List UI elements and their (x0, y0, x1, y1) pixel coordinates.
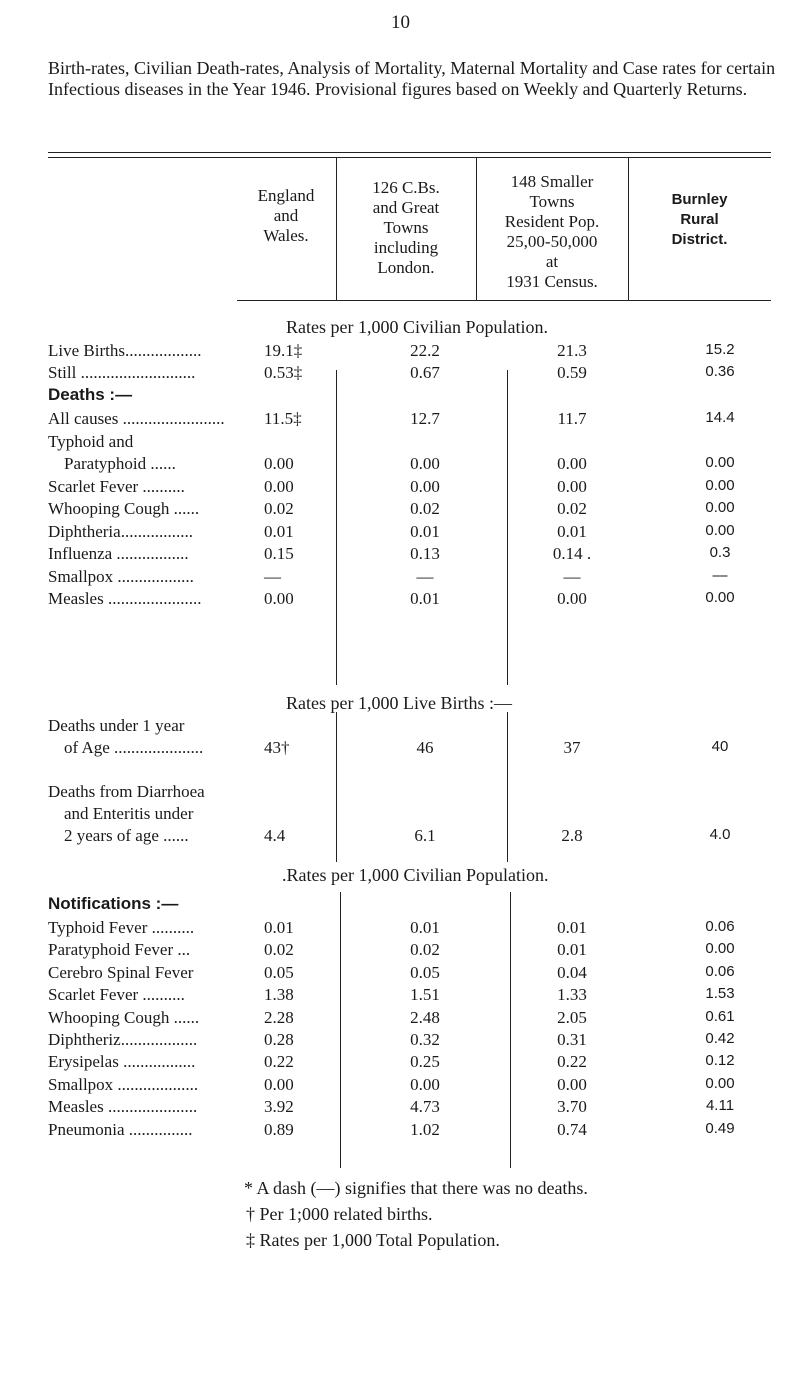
table-row (0, 716, 801, 738)
row-value: 0.01 (557, 918, 587, 937)
row-label: Paratyphoid Fever ... (48, 940, 191, 960)
row-value: 2.48 (410, 1007, 440, 1027)
table-row (0, 363, 801, 385)
row-value: 0.00 (705, 1074, 735, 1092)
row-value: 0.06 (705, 918, 735, 935)
page-number: 10 (391, 12, 410, 33)
header-line: 148 Smaller (510, 172, 594, 191)
row-value: 0.01 (557, 940, 587, 960)
row-label: Smallpox ................... (48, 1074, 199, 1094)
row-value: 0.02 (557, 499, 587, 518)
table-row (0, 522, 801, 544)
row-value: 21.3 (557, 341, 587, 360)
row-value: 0.00 (410, 454, 440, 473)
row-value: 15.2 (705, 341, 735, 358)
section-live-birth-rates: Rates per 1,000 Live Births :— (286, 693, 512, 713)
row-value: 0.01 (410, 918, 440, 937)
table-row (0, 477, 801, 499)
row-value: 0.01 (410, 521, 440, 541)
row-value: 4.73 (410, 1097, 440, 1117)
header-great-towns (336, 178, 476, 278)
header-line: and Great (372, 198, 440, 217)
row-value: 1.53 (705, 985, 735, 1003)
row-label: Paratyphoid ...... (64, 454, 176, 473)
row-label: Pneumonia ............... (48, 1119, 193, 1139)
section-notification-rates: .Rates per 1,000 Civilian Population. (282, 865, 549, 885)
table-row (0, 1052, 801, 1074)
row-value: 0.32 (410, 1030, 440, 1049)
row-value: 11.7 (557, 409, 587, 428)
table-row (0, 1075, 801, 1097)
row-label: Typhoid and (48, 431, 134, 451)
header-line: 126 C.Bs. (372, 178, 440, 197)
header-line: 25,00-50,000 (506, 232, 598, 251)
table-row (0, 567, 801, 589)
row-value: 1.33 (557, 985, 587, 1005)
row-value: 0.00 (264, 589, 294, 608)
row-value: 14.4 (705, 409, 735, 426)
row-value: 22.2 (410, 341, 440, 360)
row-value: 2.28 (264, 1007, 294, 1027)
header-line: Towns (529, 192, 575, 211)
row-value: 11.5‡ (264, 409, 302, 428)
table-row (0, 409, 801, 431)
row-value: 0.49 (705, 1119, 735, 1137)
table-row (0, 454, 801, 476)
table-row (0, 432, 801, 454)
row-value: 2.05 (557, 1007, 587, 1027)
table-row (0, 1120, 801, 1142)
row-label: Still ........................... (48, 363, 196, 382)
row-value: 3.92 (264, 1097, 294, 1117)
row-label: Scarlet Fever .......... (48, 985, 185, 1005)
table-row (0, 940, 801, 962)
header-england-wales (236, 186, 336, 246)
row-value: — (563, 566, 581, 586)
row-label: Cerebro Spinal Fever (48, 962, 194, 982)
section-civilian-rates: Rates per 1,000 Civilian Population. (286, 317, 548, 337)
header-line: 1931 Census. (506, 272, 598, 291)
header-rule (237, 300, 771, 301)
table-row (0, 1030, 801, 1052)
row-value: 0.00 (705, 521, 735, 539)
header-line: England (257, 186, 315, 205)
row-value: 0.00 (705, 454, 735, 471)
row-value: 0.00 (705, 499, 735, 516)
row-label: 2 years of age ...... (64, 826, 189, 845)
header-line: including (373, 238, 439, 257)
footnote-double-dagger: ‡ Rates per 1,000 Total Population. (246, 1230, 500, 1250)
row-value: 0.00 (264, 1074, 294, 1094)
row-value: 43† (264, 738, 290, 757)
row-value: 4.11 (705, 1097, 735, 1115)
row-value: 0.00 (705, 476, 735, 494)
header-line: Towns (383, 218, 429, 237)
row-value: 0.15 (264, 544, 294, 563)
table-row (0, 499, 801, 521)
row-value: 0.3 (709, 544, 731, 561)
row-value: 0.14 . (552, 544, 592, 563)
row-value: 0.04 (557, 962, 587, 982)
row-value: 0.74 (557, 1119, 587, 1139)
row-value: 19.1‡ (264, 341, 303, 360)
row-value: — (712, 566, 728, 584)
row-label: Diphtheriz.................. (48, 1030, 198, 1049)
footnote-dash: * A dash (—) signifies that there was no deaths. (244, 1178, 588, 1198)
header-line: Rural (680, 211, 719, 228)
row-value: 0.67 (410, 363, 440, 382)
row-label: Diphtheria................. (48, 521, 193, 541)
row-value: 0.00 (557, 454, 587, 473)
row-value: 0.02 (410, 499, 440, 518)
row-value: 1.02 (410, 1119, 440, 1139)
header-burnley-rural (628, 190, 771, 250)
intro-text: Birth-rates, Civilian Death-rates, Analysis of Mortality, Maternal Mortality and Case rates for certain Infectious diseases in the Year 1946. Provisional figures based on Weekly and Quarterly Returns. (48, 58, 776, 99)
row-value: 0.61 (705, 1007, 735, 1025)
row-value: 0.00 (557, 589, 587, 608)
row-value: 0.01 (264, 918, 294, 937)
row-label: Deaths from Diarrhoea (48, 782, 205, 801)
top-rule (48, 152, 771, 153)
notifications-label: Notifications :— (48, 894, 179, 913)
row-value: — (264, 566, 281, 586)
header-line: London. (377, 258, 435, 277)
header-smaller-towns (476, 172, 628, 292)
row-value: 0.00 (410, 1074, 440, 1094)
row-value: 0.89 (264, 1119, 294, 1139)
row-value: 0.12 (705, 1052, 735, 1070)
table-row (0, 918, 801, 940)
row-value: 12.7 (410, 409, 440, 428)
table-row (0, 738, 801, 760)
row-value: 46 (416, 738, 434, 757)
row-value: 0.00 (264, 476, 294, 496)
row-value: 6.1 (414, 826, 436, 845)
row-label: Scarlet Fever .......... (48, 476, 185, 496)
row-label: and Enteritis under (64, 804, 194, 823)
row-value: 0.01 (264, 521, 294, 541)
row-label: Smallpox .................. (48, 566, 194, 586)
row-value: 0.42 (705, 1030, 735, 1047)
row-label: Measles ...................... (48, 589, 202, 608)
row-value: 0.05 (410, 962, 440, 982)
row-value: 37 (563, 738, 581, 757)
row-label: Measles ..................... (48, 1097, 198, 1117)
table-row (0, 544, 801, 566)
row-value: — (416, 566, 434, 586)
row-value: 4.4 (264, 826, 286, 845)
row-value: 3.70 (557, 1097, 587, 1117)
row-value: 0.00 (410, 476, 440, 496)
row-label: of Age ..................... (64, 738, 204, 757)
deaths-label: Deaths :— (48, 385, 133, 404)
row-value: 1.38 (264, 985, 294, 1005)
row-value: 0.28 (264, 1030, 294, 1049)
row-value: 0.00 (705, 940, 735, 958)
row-value: 4.0 (709, 826, 731, 843)
row-label: Erysipelas ................. (48, 1052, 196, 1072)
row-value: 0.53‡ (264, 363, 303, 382)
row-label: Live Births.................. (48, 341, 202, 360)
row-value: 0.00 (557, 476, 587, 496)
row-value: 0.06 (705, 962, 735, 980)
table-row (0, 804, 801, 826)
header-line: District. (671, 231, 728, 248)
table-row (0, 963, 801, 985)
footnote-dagger: † Per 1;000 related births. (246, 1204, 433, 1224)
header-line: and (273, 206, 299, 225)
row-value: 0.22 (264, 1052, 294, 1072)
header-line: Resident Pop. (504, 212, 600, 231)
row-value: 0.00 (557, 1074, 587, 1094)
row-value: 0.00 (264, 454, 294, 473)
row-value: 0.31 (557, 1030, 587, 1049)
row-value: 0.05 (264, 962, 294, 982)
header-line: Burnley (671, 191, 728, 208)
row-value: 0.22 (557, 1052, 587, 1072)
row-value: 0.01 (557, 521, 587, 541)
table-row (0, 782, 801, 804)
row-label: Whooping Cough ...... (48, 1007, 200, 1027)
row-label: Whooping Cough ...... (48, 499, 200, 518)
row-value: 40 (711, 738, 729, 755)
row-value: 2.8 (561, 826, 583, 845)
table-row (0, 985, 801, 1007)
row-label: Typhoid Fever .......... (48, 918, 195, 937)
table-row (0, 341, 801, 363)
row-label: All causes ........................ (48, 409, 225, 428)
row-label: Deaths under 1 year (48, 716, 185, 735)
row-value: 0.36 (705, 363, 735, 380)
row-value: 0.25 (410, 1052, 440, 1072)
row-label: Influenza ................. (48, 544, 189, 563)
header-line: Wales. (263, 226, 309, 245)
row-value: 0.01 (410, 589, 440, 608)
row-value: 0.13 (410, 544, 440, 563)
table-row (0, 589, 801, 611)
row-value: 0.02 (264, 499, 294, 518)
header-line: at (545, 252, 559, 271)
row-value: 1.51 (410, 985, 440, 1005)
table-row (0, 826, 801, 848)
table-row (0, 1008, 801, 1030)
row-value: 0.02 (264, 940, 294, 960)
row-value: 0.02 (410, 940, 440, 960)
table-row (0, 1097, 801, 1119)
top-rule-double (48, 157, 771, 158)
row-value: 0.00 (705, 589, 735, 606)
row-value: 0.59 (557, 363, 587, 382)
